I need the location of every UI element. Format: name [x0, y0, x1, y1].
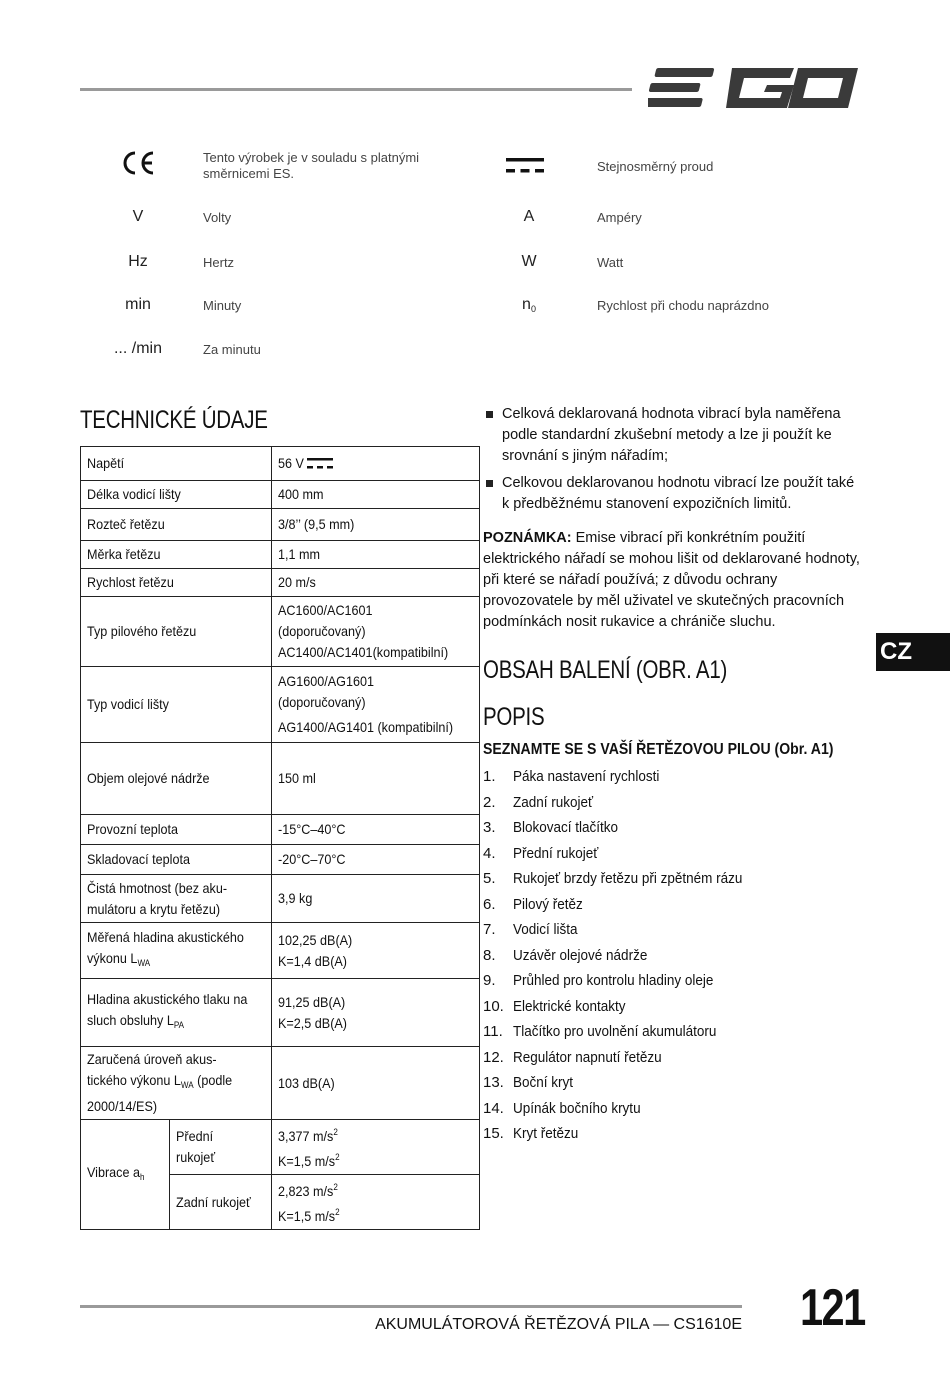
list-item: 11. Tlačítko pro uvolnění akumulátoru [483, 1023, 717, 1040]
list-item: 6. Pilový řetěz [483, 895, 583, 913]
symbol-desc-no-load-speed: Rychlost při chodu naprázdno [597, 298, 769, 313]
symbol-watt: W [521, 253, 537, 270]
table-row: Typ pilového řetězu AC1600/AC1601 (doporučovaný) AC1400/AC1401(kompatibilní) [81, 597, 480, 667]
symbol-no-load-speed: $n_0$ [522, 296, 536, 314]
symbol-desc-watt: Watt [597, 255, 624, 270]
symbol-minutes: min [125, 296, 151, 313]
table-row: Provozní teplota -15°C–40°C [81, 815, 480, 845]
direct-current-icon [307, 457, 333, 470]
list-item: 7. Vodicí lišta [483, 921, 578, 938]
list-item: 12. Regulátor napnutí řetězu [483, 1048, 662, 1066]
table-row: Vibrace $a_h$ Přední rukojeť 3,377 $m/s^2$ K=1,5 $m/s^2$ [81, 1120, 480, 1175]
parts-subheading: SEZNAMTE SE S VAŠÍ ŘETĚZOVOU PILOU (Obr. A1) [483, 741, 834, 758]
symbol-desc-per-minute: Za minutu [203, 342, 261, 357]
symbol-desc-dc: Stejnosměrný proud [597, 159, 714, 174]
list-item: 9. Průhled pro kontrolu hladiny oleje [483, 972, 714, 989]
footer-title: AKUMULÁTOROVÁ ŘETĚZOVÁ PILA — CS1610E [375, 1316, 742, 1333]
list-item: 13. Boční kryt [483, 1074, 574, 1091]
list-item: 3. Blokovací tlačítko [483, 819, 619, 836]
table-row: Rychlost řetězu 20 m/s [81, 569, 480, 597]
direct-current-icon [500, 156, 550, 181]
footer-rule [80, 1305, 742, 1308]
symbol-desc-amperes: Ampéry [597, 210, 642, 225]
tech-heading: TECHNICKÉ ÚDAJE [80, 406, 268, 434]
ego-logo [648, 62, 862, 114]
table-row: Typ vodicí lišty AG1600/AG1601 (doporučovaný) AG1400/AG1401 (kompatibilní) [81, 667, 480, 743]
table-row: Napětí 56 V [81, 447, 480, 481]
list-item: 14. Upínák bočního krytu [483, 1099, 641, 1117]
list-item: 1. Páka nastavení rychlosti [483, 768, 660, 785]
note-label: POZNÁMKA: [483, 530, 572, 546]
vibration-bullets [484, 404, 864, 521]
language-tab: CZ [876, 633, 950, 671]
table-row: Měrka řetězu 1,1 mm [81, 541, 480, 569]
symbol-per-minute: ... /min [113, 340, 162, 357]
table-row: Čistá hmotnost (bez aku- mulátoru a krytu řetězu) 3,9 kg [81, 875, 480, 923]
symbol-hertz: Hz [128, 253, 148, 270]
symbol-desc-minutes: Minuty [203, 298, 242, 313]
table-row: Délka vodicí lišty 400 mm [81, 481, 480, 509]
table-row: Měřená hladina akustického výkonu $L_{WA}$ 102,25 dB(A) K=1,4 dB(A) [81, 923, 480, 979]
note-text: Emise vibrací při konkrétním použití elektrického nářadí se mohou lišit od deklarované hodnoty, při které se nářadí používá; z důvodu ochrany provozovatele by měl uživatel ve skutečných pracovních podmínkách nosit rukavice a chrániče sluchu. [483, 530, 860, 630]
symbol-desc-hertz: Hertz [203, 255, 235, 270]
list-item: Celková deklarovaná hodnota vibrací byla naměřena podle standardní zkušební metody a lze ji použít ke srovnání s jiným nářadím; [484, 404, 864, 467]
ce-mark-icon [108, 150, 168, 181]
table-row: Zadní rukojeť 2,823 $m/s^2$ K=1,5 $m/s^2$ [81, 1175, 480, 1230]
list-item: 15. Kryt řetězu [483, 1125, 579, 1142]
table-row: Zaručená úroveň akus- tického výkonu $L_{WA}$ (podle 2000/14/ES) 103 dB(A) [81, 1047, 480, 1120]
list-item: 8. Uzávěr olejové nádrže [483, 946, 648, 964]
package-contents-heading: OBSAH BALENÍ (OBR. A1) [483, 656, 728, 684]
list-item: Celkovou deklarovanou hodnotu vibrací lze použít také k předběžnému stanovení expozičních limitů. [484, 473, 864, 515]
description-heading: POPIS [483, 703, 545, 731]
symbol-desc-volts: Volty [203, 210, 232, 225]
parts-list [483, 766, 863, 1149]
spec-table [80, 446, 480, 1230]
table-row: Skladovací teplota -20°C–70°C [81, 845, 480, 875]
list-item: 10. Elektrické kontakty [483, 997, 626, 1015]
symbol-desc-ce: Tento výrobek je v souladu s platnými směrnicemi ES. [203, 150, 420, 181]
table-row: Hladina akustického tlaku na sluch obsluhy $L_{PA}$ 91,25 dB(A) K=2,5 dB(A) [81, 979, 480, 1047]
page-number: 121 [800, 1279, 865, 1337]
table-row: Objem olejové nádrže 150 ml [81, 743, 480, 815]
list-item: 4. Přední rukojeť [483, 844, 599, 862]
list-item: 5. Rukojeť brzdy řetězu při zpětném rázu [483, 870, 743, 887]
header-rule [80, 88, 632, 91]
symbol-volts: V [132, 208, 144, 225]
symbol-amperes: A [523, 208, 535, 225]
list-item: 2. Zadní rukojeť [483, 793, 594, 811]
note-paragraph [483, 528, 863, 633]
table-row: Rozteč řetězu 3/8’’ (9,5 mm) [81, 509, 480, 541]
